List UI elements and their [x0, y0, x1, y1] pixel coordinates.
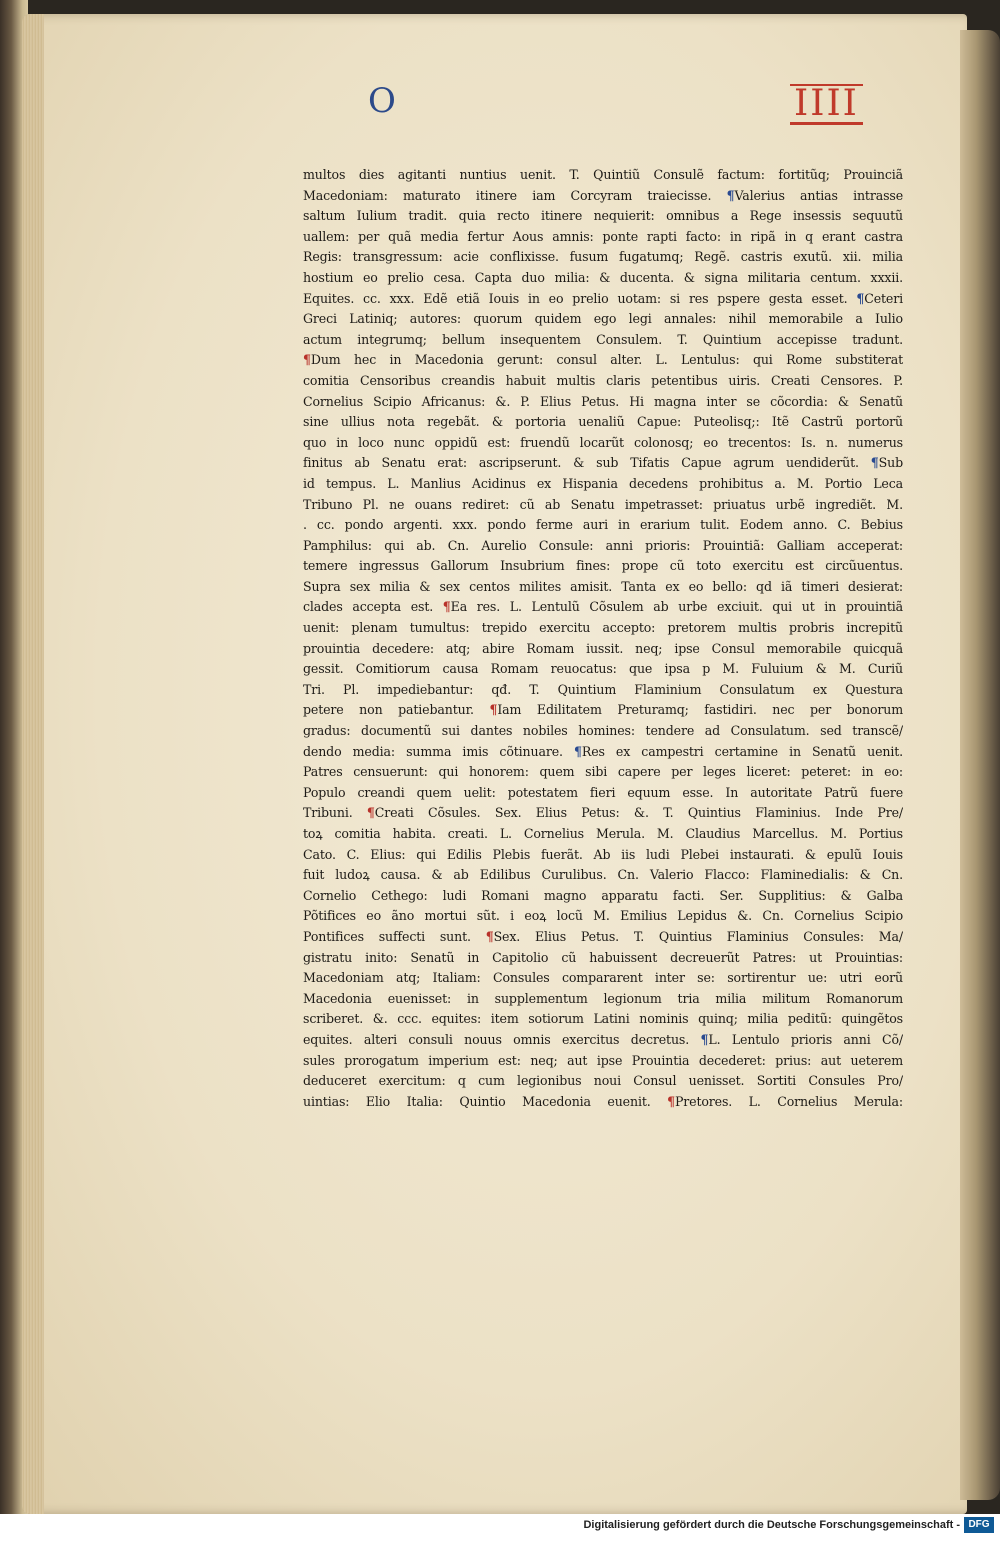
text-line: Pamphilus: qui ab. Cn. Aurelio Consule: anni prioris: Prouintiã: Galliam acceperat:: [303, 537, 903, 553]
text-line: Cornelio Cethego: ludi Romani magno apparatu facti. Ser. Supplitius: & Galba: [303, 887, 903, 903]
text-line: Tribuni. ¶Creati Cõsules. Sex. Elius Petus: &. T. Quintius Flaminius. Inde Pre/: [303, 805, 903, 821]
text-line: Põtifices eo ãno mortui sũt. i eoꝝ locũ M. Emilius Lepidus &. Cn. Cornelius Scipio: [303, 908, 903, 924]
pilcrow-icon: ¶: [667, 1093, 675, 1109]
text-line: multos dies agitanti nuntius uenit. T. Quintiũ Consulẽ factum: fortitũq; Prouinciã: [303, 167, 903, 182]
text-line: Tri. Pl. impediebantur: qđ. T. Quintium Flaminium Consulatum ex Questura: [303, 681, 903, 697]
pilcrow-icon: ¶: [442, 599, 451, 615]
text-line: sine ullius nota regebãt. & portoria uenaliũ Capue: Puteolisq;: Itẽ Castrũ portorũ: [303, 414, 903, 430]
text-line: Macedoniam: maturato itinere iam Corcyram traiecisse. ¶Valerius antias intrasse: [303, 187, 903, 203]
text-line: comitia Censoribus creandis habuit multis claris petentibus uiris. Creati Censores. P.: [303, 372, 903, 388]
pilcrow-icon: ¶: [700, 1031, 709, 1047]
funding-credit: Digitalisierung gefördert durch die Deutsche Forschungsgemeinschaft -: [583, 1519, 960, 1531]
text-line: gradus: documentũ sui dantes nobiles homines: tendere ad Consulatum. sed transcẽ/: [303, 723, 903, 739]
text-line: toꝝ comitia habita. creati. L. Cornelius Merula. M. Claudius Marcellus. M. Portius: [303, 826, 903, 841]
text-line: deduceret exercitum: q cum legionibus noui Consul uenisset. Sortiti Consules Pro/: [303, 1073, 903, 1089]
text-line: hostium eo prelio cesa. Capta duo milia: & ducenta. & signa militaria centum. xxxii.: [303, 269, 903, 285]
text-line: Equites. cc. xxx. Edẽ etiã Iouis in eo prelio uotam: si res pspere gesta esset. ¶Ceteri: [303, 290, 903, 306]
text-line: Tribuno Pl. ne ouans rediret: cũ ab Senatu impetrasset: priuatus urbẽ ingrediẽt. M.: [303, 496, 903, 512]
pilcrow-icon: ¶: [489, 702, 498, 718]
text-line: uallem: per quã media fertur Aous amnis: ponte rapti facto: in ripã in q erant castra: [303, 228, 903, 244]
pilcrow-icon: ¶: [870, 455, 879, 471]
pilcrow-icon: ¶: [856, 290, 865, 306]
text-line: . cc. pondo argenti. xxx. pondo ferme auri in erarium tulit. Eodem anno. C. Bebius: [303, 517, 903, 533]
text-line: sules prorogatum imperium est: neq; aut ipse Prouintia decederet: prius: aut ueterem: [303, 1052, 903, 1068]
text-line: Greci Latiniq; autores: quorum quidem ego legi annales: nihil memorabile a Iulio: [303, 311, 903, 327]
pilcrow-icon: ¶: [366, 805, 375, 821]
text-line: gessit. Comitiorum causa Romam reuocatus: que ipsa p M. Fuluium & M. Curiũ: [303, 661, 903, 677]
dfg-logo: DFG: [964, 1517, 994, 1533]
text-line: equites. alteri consuli nouus omnis exercitus decretus. ¶L. Lentulo prioris anni Cõ/: [303, 1031, 903, 1047]
text-line: uintias: Elio Italia: Quintio Macedonia euenit. ¶Pretores. L. Cornelius Merula:: [303, 1093, 903, 1109]
text-line: Patres censuerunt: qui honorem: quem sibi capere per leges liceret: peteret: in eo:: [303, 764, 903, 780]
text-line: actum integrumq; bellum insequentem Consulem. T. Quintium accepisse tradunt.: [303, 331, 903, 347]
text-line: Cornelius Scipio Africanus: &. P. Elius Petus. Hi magna inter se cõcordia: & Senatũ: [303, 393, 903, 409]
text-line: Macedoniam atq; Italiam: Consules compararent inter se: sortirentur ue: utri eorũ: [303, 970, 903, 986]
pilcrow-icon: ¶: [573, 743, 582, 759]
text-line: clades accepta est. ¶Ea res. L. Lentulũ Cõsulem ab urbe exciuit. qui ut in prouintiã: [303, 599, 903, 615]
text-line: quo in loco nunc oppidũ est: fruendũ locarũt colonosq; eo trecentos: Is. n. numerus: [303, 434, 903, 450]
text-line: Cato. C. Elius: qui Edilis Plebis fuerãt. Ab iis ludi Plebei instaurati. & epulũ Iouis: [303, 846, 903, 862]
pilcrow-icon: ¶: [485, 928, 494, 944]
text-line: saltum Iulium tradit. quia recto itinere nequierit: omnibus a Rege insessis sequutũ: [303, 208, 903, 224]
text-line: gistratu inito: Senatũ in Capitolio cũ habuissent decreuerũt Patres: ut Prouintias:: [303, 949, 903, 965]
book-right-binding: [960, 30, 1000, 1500]
text-line: Regis: transgressum: acie conflixisse. fusum fugatumq; Regẽ. castris exutũ. xii. milia: [303, 249, 903, 265]
text-line: prouintia decedere: atq; abire Romam iussit. neq; ipse Consul memorabile quicquã: [303, 640, 903, 656]
text-line: fuit ludoꝝ causa. & ab Edilibus Curulibus. Cn. Valerio Flacco: Flaminedialis: & Cn.: [303, 867, 903, 883]
text-line: petere non patiebantur. ¶Iam Edilitatem Preturamq; fastidiri. nec per bonorum: [303, 702, 903, 718]
text-line: temere ingressus Gallorum Insubrium fines: prope cũ toto exercitu est circũuentus.: [303, 558, 903, 574]
blue-rubric-mark: O: [368, 81, 396, 121]
text-line: id tempus. L. Manlius Acidinus ex Hispania decedens prohibitus a. M. Portio Leca: [303, 475, 903, 491]
folio-number: IIII: [790, 84, 863, 125]
text-line: Populo creandi quem uelit: potestatem fieri equum esse. In autoritate Patrũ fuere: [303, 784, 903, 800]
text-line: scriberet. &. ccc. equites: item sotiorum Latini nominis quinq; milia peditũ: quingẽtos: [303, 1011, 903, 1027]
text-line: finitus ab Senatu erat: ascripserunt. & sub Tifatis Capue agrum uendiderũt. ¶Sub: [303, 455, 903, 471]
pilcrow-icon: ¶: [303, 352, 311, 368]
text-line: ¶Dum hec in Macedonia gerunt: consul alter. L. Lentulus: qui Rome substiterat: [303, 352, 903, 368]
text-line: Supra sex milia & sex centos milites amisit. Tanta ex eo bello: qd iã timeri desierat:: [303, 578, 903, 594]
text-line: dendo media: summa imis cõtinuare. ¶Res ex campestri certamine in Senatũ uenit.: [303, 743, 903, 759]
page-stack-edge: [22, 14, 44, 1514]
text-line: Macedonia euenisset: in supplementum legionum tria milia militum Romanorum: [303, 990, 903, 1006]
text-line: Pontifices suffecti sunt. ¶Sex. Elius Petus. T. Quintius Flaminius Consules: Ma/: [303, 928, 903, 944]
pilcrow-icon: ¶: [726, 187, 735, 203]
main-text-column: [303, 165, 903, 1112]
text-line: uenit: plenam tumultus: trepido exercitu accepto: pretorem multis probris increpitũ: [303, 620, 903, 636]
